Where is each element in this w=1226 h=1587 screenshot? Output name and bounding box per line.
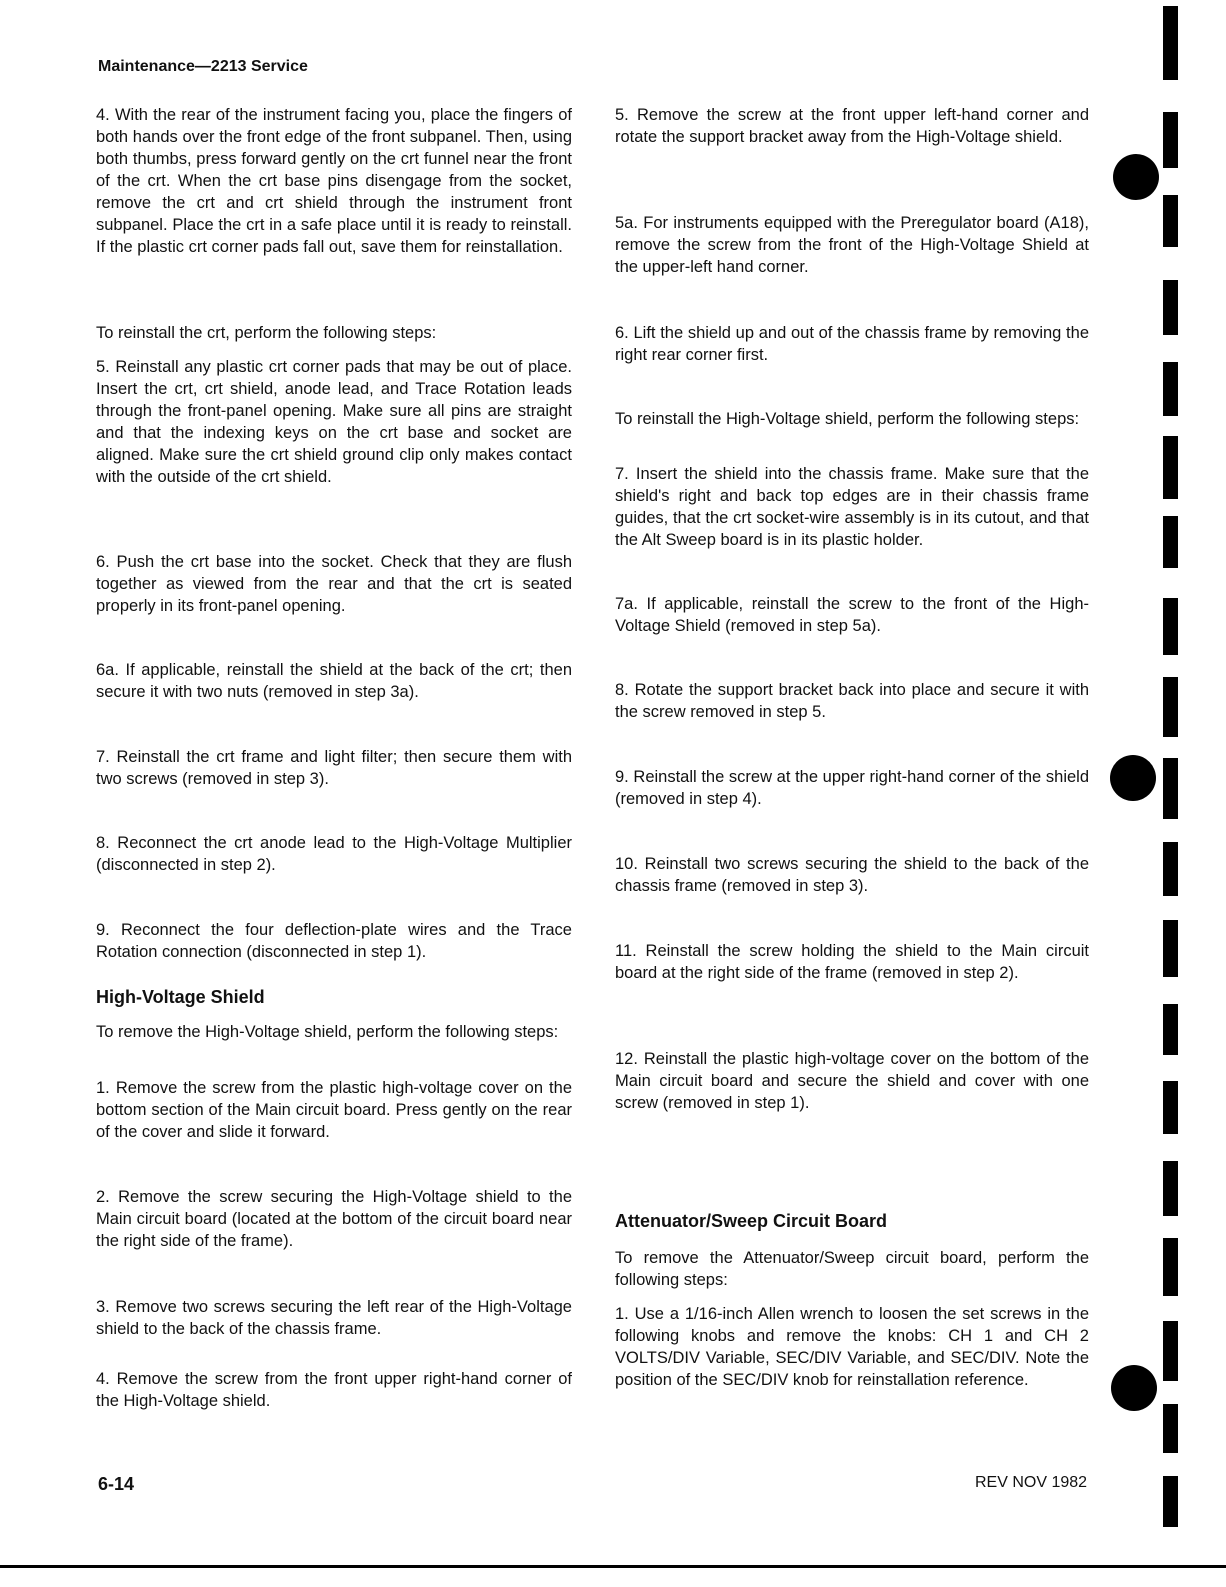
edge-mark [1163, 598, 1178, 655]
crt-reinstall-step-9: 9. Reconnect the four deflection-plate wires and the Trace Rotation connection (disconnected in step 1). [96, 921, 572, 961]
hv-reinstall-step-8: 8. Rotate the support bracket back into place and secure it with the screw removed in step 5. [615, 681, 1089, 721]
section-heading-attenuator-sweep: Attenuator/Sweep Circuit Board [615, 1211, 888, 1231]
crt-removal-step-4: 4. With the rear of the instrument facing you, place the fingers of both hands over the front edge of the front subpanel. Then, using both thumbs, press forward gently on the crt funnel near the front of the crt. When the crt base pins disengage from the socket, remove the crt and crt shield through the instrument front subpanel. Place the crt in a safe place until it is ready to reinstall. If the plastic crt corner pads fall out, save them for reinstallation. [96, 106, 572, 256]
edge-mark [1163, 280, 1178, 335]
edge-mark [1163, 436, 1178, 499]
edge-mark [1163, 1404, 1178, 1453]
edge-mark [1163, 112, 1178, 168]
edge-mark [1163, 516, 1178, 568]
att-removal-step-1: 1. Use a 1/16-inch Allen wrench to loosen the set screws in the following knobs and remove the knobs: CH 1 and CH 2 VOLTS/DIV Variable, SEC/DIV Variable, and SEC/DIV. Note the position of the SEC/DIV knob for reinstallation reference. [615, 1305, 1089, 1389]
revision-date: REV NOV 1982 [975, 1474, 1088, 1491]
edge-mark [1163, 1004, 1178, 1055]
hv-removal-step-1: 1. Remove the screw from the plastic high-voltage cover on the bottom section of the Main circuit board. Press gently on the rear of the cover and slide it forward. [96, 1079, 572, 1141]
hv-reinstall-step-10: 10. Reinstall two screws securing the shield to the back of the chassis frame (removed in step 3). [615, 855, 1089, 895]
page-number: 6-14 [98, 1474, 135, 1494]
edge-mark [1163, 1081, 1178, 1134]
edge-mark [1163, 1476, 1178, 1527]
hv-reinstall-step-7a: 7a. If applicable, reinstall the screw to the front of the High-Voltage Shield (removed in step 5a). [615, 595, 1089, 635]
att-removal-intro: To remove the Attenuator/Sweep circuit board, perform the following steps: [615, 1249, 1089, 1289]
edge-mark [1163, 6, 1178, 80]
hv-reinstall-step-9: 9. Reinstall the screw at the upper right-hand corner of the shield (removed in step 4). [615, 768, 1089, 808]
edge-mark [1163, 1161, 1178, 1216]
punch-hole [1110, 755, 1156, 801]
page-header: Maintenance—2213 Service [98, 58, 308, 75]
edge-mark [1163, 1238, 1178, 1296]
hv-removal-step-5: 5. Remove the screw at the front upper left-hand corner and rotate the support bracket away from the High-Voltage shield. [615, 106, 1089, 146]
hv-removal-step-5a: 5a. For instruments equipped with the Preregulator board (A18), remove the screw from the front of the High-Voltage Shield at the upper-left hand corner. [615, 214, 1089, 276]
edge-mark [1163, 677, 1178, 737]
hv-reinstall-step-12: 12. Reinstall the plastic high-voltage cover on the bottom of the Main circuit board and secure the shield and cover with one screw (removed in step 1). [615, 1050, 1089, 1112]
edge-mark [1163, 920, 1178, 977]
hv-removal-step-2: 2. Remove the screw securing the High-Voltage shield to the Main circuit board (located at the bottom of the circuit board near the right side of the frame). [96, 1188, 572, 1250]
crt-reinstall-step-6: 6. Push the crt base into the socket. Check that they are flush together as viewed from the rear and that the crt is seated properly in its front-panel opening. [96, 553, 572, 615]
hv-reinstall-intro: To reinstall the High-Voltage shield, perform the following steps: [615, 410, 1080, 428]
crt-reinstall-step-8: 8. Reconnect the crt anode lead to the High-Voltage Multiplier (disconnected in step 2). [96, 834, 572, 874]
hv-removal-step-3: 3. Remove two screws securing the left rear of the High-Voltage shield to the back of the chassis frame. [96, 1298, 572, 1338]
crt-reinstall-step-6a: 6a. If applicable, reinstall the shield at the back of the crt; then secure it with two nuts (removed in step 3a). [96, 661, 572, 701]
section-heading-high-voltage-shield: High-Voltage Shield [96, 987, 265, 1007]
edge-mark [1163, 362, 1178, 416]
bottom-rule [0, 1565, 1226, 1568]
punch-hole [1113, 154, 1159, 200]
edge-mark [1163, 1321, 1178, 1381]
hv-removal-step-6: 6. Lift the shield up and out of the chassis frame by removing the right rear corner first. [615, 324, 1089, 364]
hv-removal-step-4: 4. Remove the screw from the front upper right-hand corner of the High-Voltage shield. [96, 1370, 572, 1410]
crt-reinstall-intro: To reinstall the crt, perform the following steps: [96, 324, 437, 342]
crt-reinstall-step-5: 5. Reinstall any plastic crt corner pads that may be out of place. Insert the crt, crt shield, anode lead, and Trace Rotation leads through the front-panel opening. Make sure all pins are straight and that the indexing keys on the crt base and socket are aligned. Make sure the crt shield ground clip only makes contact with the outside of the crt shield. [96, 358, 572, 486]
edge-mark [1163, 758, 1178, 819]
hv-removal-intro: To remove the High-Voltage shield, perform the following steps: [96, 1023, 559, 1041]
crt-reinstall-step-7: 7. Reinstall the crt frame and light filter; then secure them with two screws (removed in step 3). [96, 748, 572, 788]
hv-reinstall-step-11: 11. Reinstall the screw holding the shield to the Main circuit board at the right side of the frame (removed in step 2). [615, 942, 1089, 982]
edge-mark [1163, 195, 1178, 247]
hv-reinstall-step-7: 7. Insert the shield into the chassis frame. Make sure that the shield's right and back top edges are in their chassis frame guides, that the crt socket-wire assembly is in its cutout, and that the Alt Sweep board is in its plastic holder. [615, 465, 1089, 549]
edge-mark [1163, 842, 1178, 896]
punch-hole [1111, 1365, 1157, 1411]
